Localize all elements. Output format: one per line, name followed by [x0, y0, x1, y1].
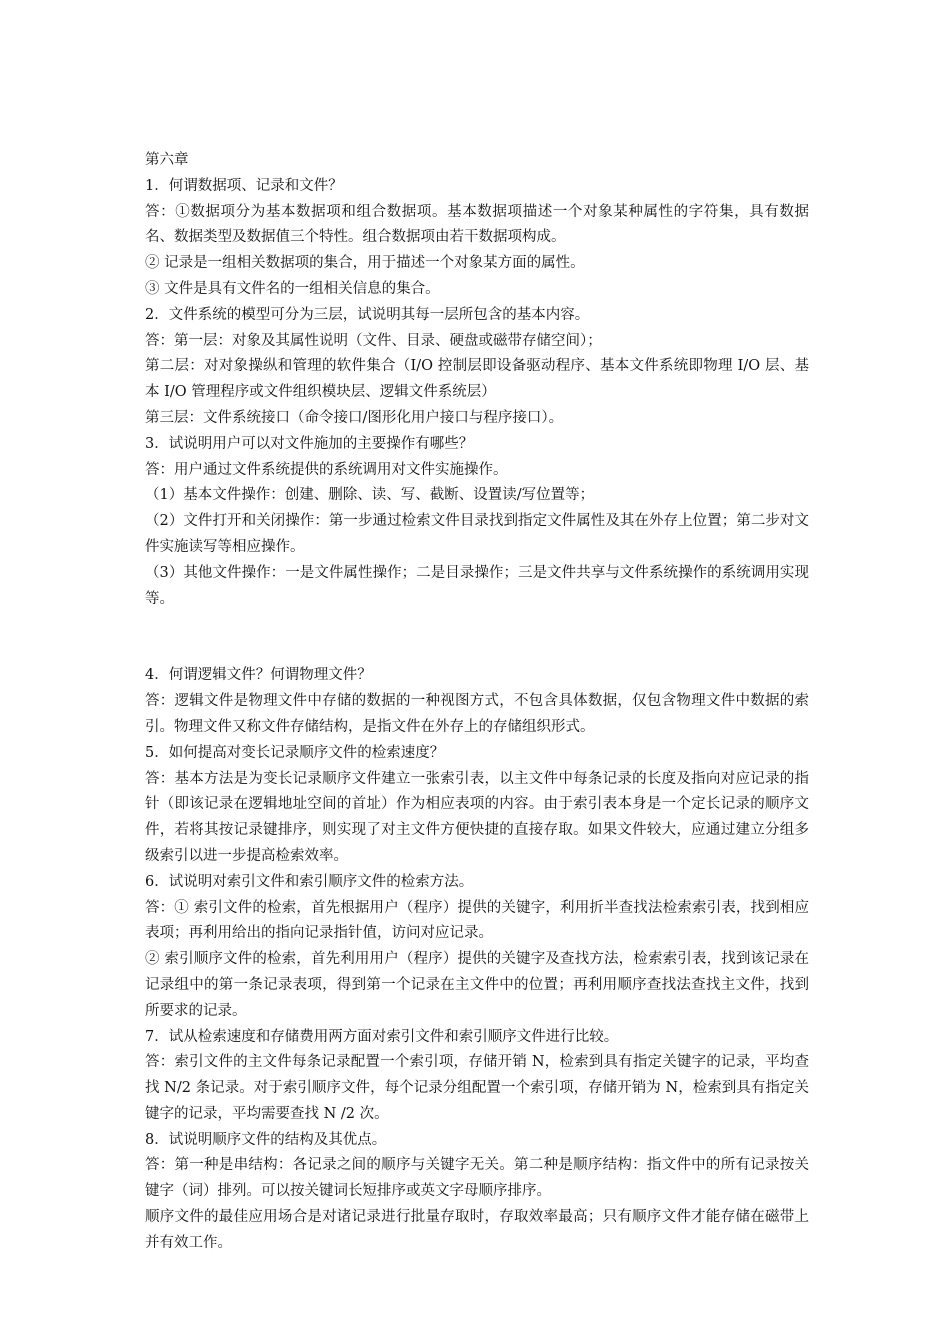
question-7: 7．试从检索速度和存储费用两方面对索引文件和索引顺序文件进行比较。	[145, 1028, 619, 1045]
answer-3-item-3: （3）其他文件操作：一是文件属性操作；二是目录操作；三是文件共享与文件系统操作的系统调用实现等。	[145, 564, 809, 607]
answer-2-layer-2: 第二层：对对象操纵和管理的软件集合（I/O 控制层即设备驱动程序、基本文件系统即物理 I/O 层、基本 I/O 管理程序或文件组织模块层、逻辑文件系统层）	[145, 358, 809, 401]
question-8: 8．试说明顺序文件的结构及其优点。	[145, 1131, 387, 1148]
answer-2-layer-3: 第三层：文件系统接口（命令接口/图形化用户接口与程序接口）。	[145, 409, 564, 426]
answer-6-part-1: 答：① 索引文件的检索，首先根据用户（程序）提供的关键字，利用折半查找法检索索引表，找到相应表项；再利用给出的指向记录指针值，访问对应记录。	[145, 899, 809, 942]
answer-1-part-2: ② 记录是一组相关数据项的集合，用于描述一个对象某方面的属性。	[145, 255, 585, 272]
answer-1-part-3: ③ 文件是具有文件名的一组相关信息的集合。	[145, 280, 440, 297]
answer-7: 答：索引文件的主文件每条记录配置一个索引项，存储开销 N，检索到具有指定关键字的记录，平均查找 N/2 条记录。对于索引顺序文件，每个记录分组配置一个索引项，存储开销为 N，检索到具有指定关键字的记录，平均需要查找 N /2 次。	[145, 1054, 809, 1122]
answer-3-item-1: （1）基本文件操作：创建、删除、读、写、截断、设置读/写位置等；	[145, 487, 595, 504]
question-1: 1．何谓数据项、记录和文件？	[145, 177, 343, 194]
answer-4: 答：逻辑文件是物理文件中存储的数据的一种视图方式，不包含具体数据，仅包含物理文件中数据的索引。物理文件又称文件存储结构，是指文件在外存上的存储组织形式。	[145, 693, 809, 735]
answer-5: 答：基本方法是为变长记录顺序文件建立一张索引表，以主文件中每条记录的长度及指向对应记录的指针（即该记录在逻辑地址空间的首址）作为相应表项的内容。由于索引表本身是一个定长记录的顺序文件，若将其按记录键排序，则实现了对主文件方便快捷的直接存取。如果文件较大，应通过建立分组多级索引以进一步提高检索效率。	[145, 770, 809, 864]
document-body	[145, 148, 809, 1257]
answer-3-intro: 答：用户通过文件系统提供的系统调用对文件实施操作。	[145, 461, 508, 478]
question-5: 5．如何提高对变长记录顺序文件的检索速度？	[145, 744, 445, 761]
question-2: 2．文件系统的模型可分为三层，试说明其每一层所包含的基本内容。	[145, 306, 590, 323]
answer-8-part-2: 顺序文件的最佳应用场合是对诸记录进行批量存取时，存取效率最高；只有顺序文件才能存储在磁带上并有效工作。	[145, 1209, 809, 1251]
answer-8-part-1: 答：第一种是串结构：各记录之间的顺序与关键字无关。第二种是顺序结构：指文件中的所有记录按关键字（词）排列。可以按关键词长短排序或英文字母顺序排序。	[145, 1157, 809, 1200]
question-4: 4．何谓逻辑文件？何谓物理文件？	[145, 667, 372, 684]
chapter-title: 第六章	[145, 152, 189, 168]
answer-3-item-2: （2）文件打开和关闭操作：第一步通过检索文件目录找到指定文件属性及其在外存上位置；第二步对文件实施读写等相应操作。	[145, 513, 809, 555]
answer-1-part-1: 答：①数据项分为基本数据项和组合数据项。基本数据项描述一个对象某种属性的字符集，具有数据名、数据类型及数据值三个特性。组合数据项由若干数据项构成。	[145, 203, 809, 246]
question-6: 6．试说明对索引文件和索引顺序文件的检索方法。	[145, 873, 474, 890]
paragraph-gap	[145, 612, 809, 663]
answer-2-layer-1: 答：第一层：对象及其属性说明（文件、目录、硬盘或磁带存储空间）；	[145, 332, 602, 349]
question-3: 3．试说明用户可以对文件施加的主要操作有哪些？	[145, 435, 474, 452]
answer-6-part-2: ② 索引顺序文件的检索，首先利用用户（程序）提供的关键字及查找方法，检索索引表，找到该记录在记录组中的第一条记录表项，得到第一个记录在主文件中的位置；再利用顺序查找法查找主文件，找到所要求的记录。	[145, 951, 809, 1019]
